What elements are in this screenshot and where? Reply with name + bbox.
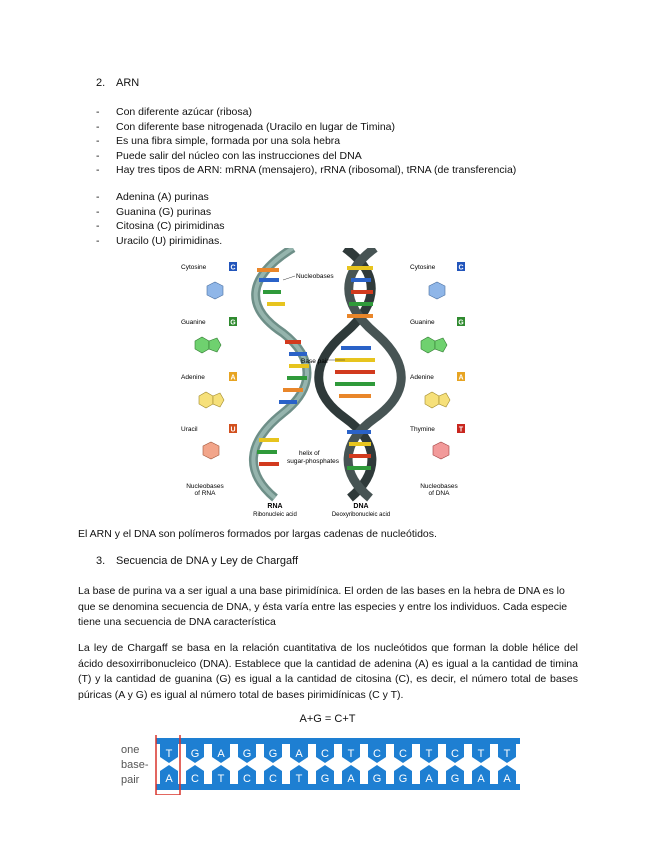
bottom-base-letter: A [165, 773, 173, 785]
guanine-molecule-icon [195, 337, 209, 353]
thymine-molecule-icon [433, 442, 449, 459]
rna-dna-figure [175, 248, 480, 523]
svg-text:T: T [458, 426, 464, 434]
rna-base [283, 388, 303, 392]
svg-text:C: C [230, 264, 236, 272]
rna-base [287, 376, 307, 380]
rna-base [289, 352, 307, 356]
dna-base-pair [335, 382, 375, 386]
svg-text:A: A [458, 374, 464, 382]
bottom-base-letter: A [477, 773, 485, 785]
list-item: - Citosina (C) pirimidinas [96, 220, 225, 232]
guanine-ring-icon [209, 338, 221, 352]
top-base-letter: G [242, 748, 252, 760]
list-item: - Adenina (A) purinas [96, 191, 209, 203]
top-base-letter: C [451, 748, 459, 760]
top-base-letter: C [399, 748, 407, 760]
top-base-letter: T [165, 748, 173, 760]
rna-nucleobases-column [181, 262, 237, 497]
one-label: one [121, 744, 140, 756]
guanine-ring-icon [435, 338, 447, 352]
base-label: base- [121, 759, 149, 771]
bottom-base-letter: C [269, 773, 277, 785]
rna-base [259, 462, 279, 466]
list-item: - Puede salir del núcleo con las instrucciones del DNA [96, 149, 362, 162]
arn-properties-list [96, 105, 516, 178]
left-label-adenine: Adenine [181, 374, 205, 381]
right-label-cytosine: Cytosine [410, 264, 436, 271]
rna-base [267, 302, 285, 306]
right-label-thymine: Thymine [410, 426, 435, 433]
nucleobases-label: Nucleobases [296, 273, 334, 280]
adenine-ring-icon [439, 393, 450, 407]
bases-list [96, 190, 225, 248]
bottom-base-letter: G [450, 773, 460, 785]
svg-text:G: G [230, 319, 236, 327]
cytosine-molecule-icon [429, 282, 445, 299]
left-footer-line1: Nucleobases [186, 483, 224, 490]
bottom-base-letter: T [217, 773, 225, 785]
list-item: - Guanina (G) purinas [96, 205, 212, 218]
left-footer-line2: of RNA [194, 490, 216, 497]
section-2-number: 2. [96, 77, 106, 89]
section-3-heading [96, 555, 298, 567]
top-base-letter: G [268, 748, 278, 760]
pair-label: pair [121, 774, 140, 786]
top-base-letter: T [503, 748, 511, 760]
dna-base-pair [349, 302, 373, 306]
rna-base [285, 340, 301, 344]
base-pair-sequence [118, 735, 528, 795]
bottom-backbone [156, 784, 520, 790]
top-base-letter: T [425, 748, 433, 760]
bottom-base-letter: C [191, 773, 199, 785]
top-base-letter: C [373, 748, 381, 760]
base-pair-label: Base pair [301, 358, 329, 365]
section-3-number: 3. [96, 555, 106, 567]
figure-caption: El ARN y el DNA son polímeros formados por largas cadenas de nucleótidos. [78, 528, 437, 540]
rna-base [263, 290, 281, 294]
right-label-adenine: Adenine [410, 374, 434, 381]
uracil-molecule-icon [203, 442, 219, 459]
top-base-letter: A [295, 748, 303, 760]
rna-title: RNA [267, 503, 283, 510]
left-label-uracil: Uracil [181, 426, 198, 433]
rna-subtitle: Ribonucleic acid [253, 512, 297, 518]
left-label-cytosine: Cytosine [181, 264, 207, 271]
helix-label-line2: sugar-phosphates [287, 458, 340, 465]
chargaff-formula: A+G = C+T [299, 713, 356, 725]
svg-text:U: U [230, 426, 236, 434]
bottom-base-letter: G [398, 773, 408, 785]
section-2-title: ARN [116, 77, 140, 89]
rna-base [259, 438, 279, 442]
paragraph-dna-sequence: La base de purina va a ser igual a una base pirimidínica. El orden de las bases en la hebra de DNA es lo que se denomina secuencia de DNA, y ésta varía entre las especies y entre los individuos. Cada especie tiene una secuencia de DNA característica [78, 585, 568, 628]
top-base-letter: C [321, 748, 329, 760]
guanine-molecule-icon [421, 337, 435, 353]
svg-text:A: A [230, 374, 236, 382]
paragraph-chargaff: La ley de Chargaff se basa en la relación cuantitativa de los nucleótidos que forman la doble hélice del ácido desoxirribonucleico (DNA). Establece que la cantidad de adenina (A) es igual a la cantidad de timina (T) y la cantidad de guanina (G) es igual a la cantidad de citosina (C), es decir, el número total de bases púricas (A y G) es igual al número total de bases pirimidínicas (C y T). [78, 642, 578, 701]
list-item: - Con diferente azúcar (ribosa) [96, 106, 252, 118]
adenine-molecule-icon [199, 392, 213, 408]
right-label-guanine: Guanine [410, 319, 435, 326]
dna-base-pair [347, 266, 373, 270]
list-item: - Uracilo (U) pirimidinas. [96, 234, 223, 247]
svg-text:G: G [458, 319, 464, 327]
list-item: - Hay tres tipos de ARN: mRNA (mensajero), rRNA (ribosomal), tRNA (de transferencia) [96, 164, 517, 176]
sequence-strands [156, 738, 520, 790]
rna-base [259, 278, 279, 282]
helix-label-line1: helix of [299, 450, 320, 457]
dna-base-pair [351, 290, 373, 294]
section-2-heading [96, 77, 139, 89]
dna-base-pair [351, 278, 371, 282]
section-3-title: Secuencia de DNA y Ley de Chargaff [116, 555, 299, 567]
right-footer-line1: Nucleobases [420, 483, 458, 490]
bottom-base-letter: C [243, 773, 251, 785]
cytosine-molecule-icon [207, 282, 223, 299]
right-footer-line2: of DNA [428, 490, 450, 497]
dna-base-pair [335, 370, 375, 374]
top-base-letter: A [217, 748, 225, 760]
top-base-letter: T [477, 748, 485, 760]
dna-base-pair [347, 466, 371, 470]
rna-base [279, 400, 297, 404]
rna-base [257, 268, 279, 272]
svg-text:C: C [458, 264, 464, 272]
dna-base-pair [349, 454, 371, 458]
list-item: - Es una fibra simple, formada por una sola hebra [96, 135, 341, 147]
bottom-base-letter: G [320, 773, 330, 785]
top-base-letter: T [347, 748, 355, 760]
bottom-base-letter: A [425, 773, 433, 785]
top-base-letter: G [190, 748, 200, 760]
dna-subtitle: Deoxyribonucleic acid [331, 512, 391, 518]
dna-base-pair [347, 430, 371, 434]
adenine-molecule-icon [425, 392, 439, 408]
bottom-base-letter: T [295, 773, 303, 785]
dna-base-pair [347, 314, 373, 318]
bottom-base-letter: A [347, 773, 355, 785]
dna-base-pair [341, 346, 371, 350]
bottom-base-letter: A [503, 773, 511, 785]
dna-nucleobases-column [410, 262, 465, 497]
left-label-guanine: Guanine [181, 319, 206, 326]
adenine-ring-icon [213, 393, 224, 407]
nucleobases-pointer [283, 276, 295, 280]
list-item: - Con diferente base nitrogenada (Uracilo en lugar de Timina) [96, 120, 395, 133]
dna-base-pair [349, 442, 371, 446]
rna-base [257, 450, 277, 454]
top-backbone [156, 738, 520, 744]
bottom-base-letter: G [372, 773, 382, 785]
dna-title: DNA [353, 503, 369, 510]
dna-base-pair [339, 394, 371, 398]
